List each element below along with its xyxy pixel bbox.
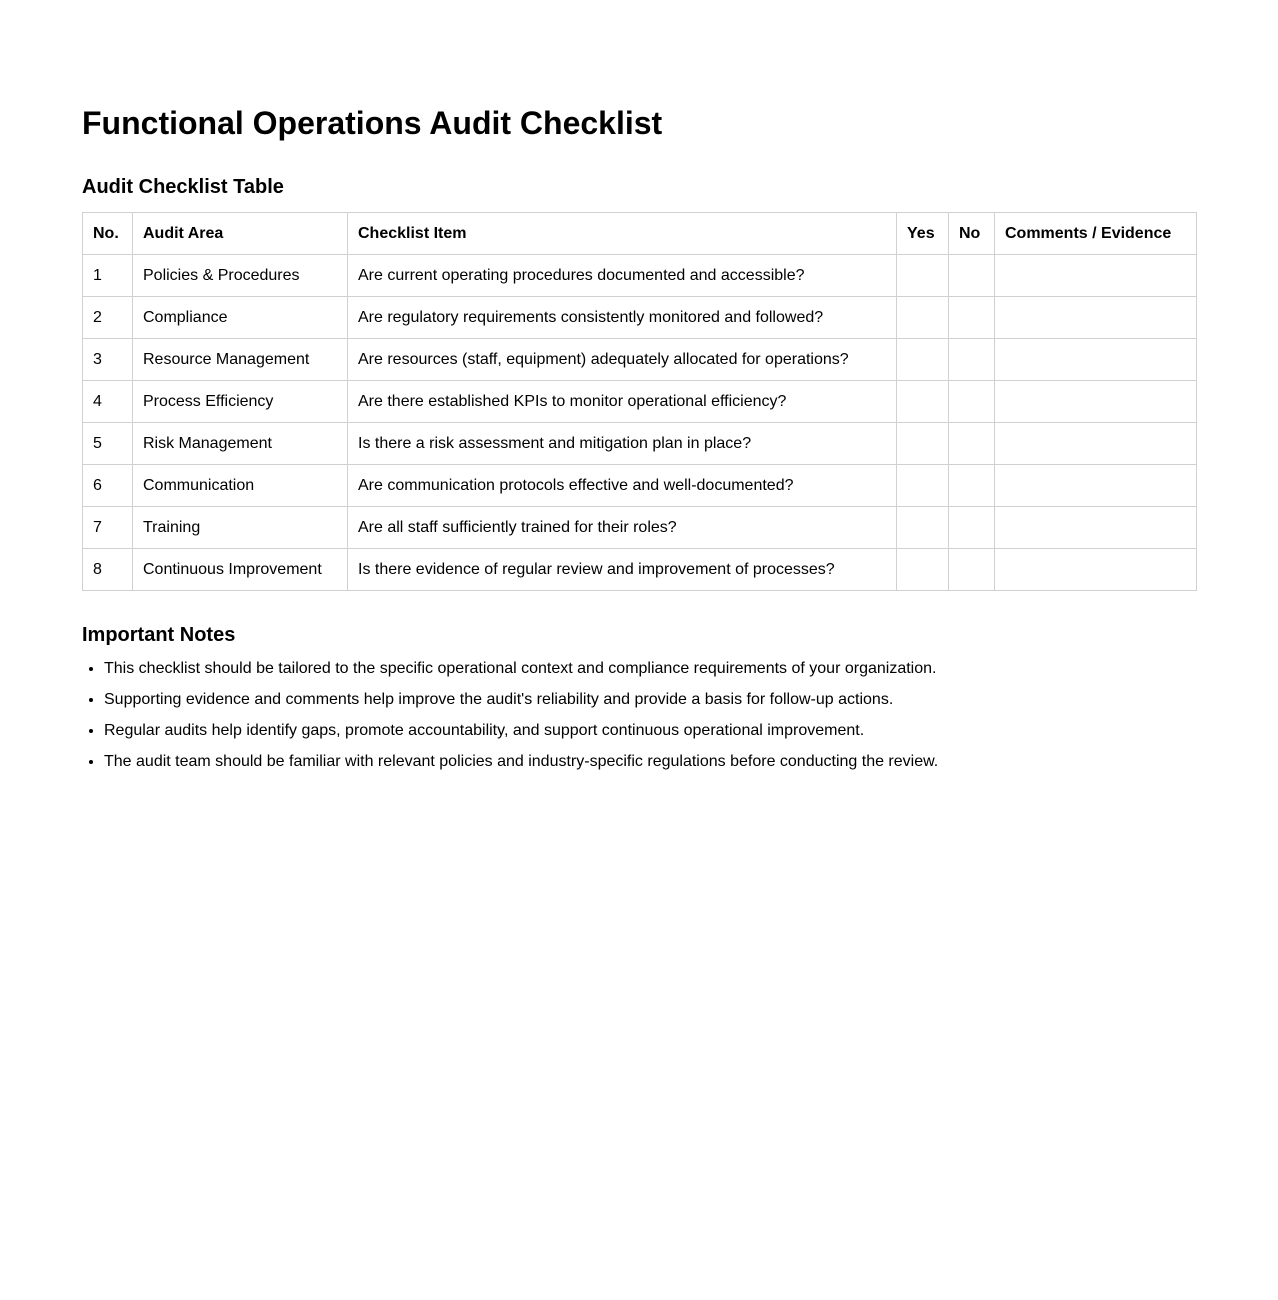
- cell-checklist-item: Are regulatory requirements consistently monitored and followed?: [348, 297, 897, 339]
- cell-audit-area: Compliance: [133, 297, 348, 339]
- cell-comments[interactable]: [995, 423, 1197, 465]
- note-item: • This checklist should be tailored to the specific operational context and compliance requirements of your organization.: [104, 659, 1196, 678]
- cell-yes[interactable]: [897, 255, 949, 297]
- cell-no-answer[interactable]: [949, 549, 995, 591]
- header-no: No.: [83, 213, 133, 255]
- table-header-row: [83, 213, 1197, 255]
- cell-no-answer[interactable]: [949, 423, 995, 465]
- table-heading: Audit Checklist Table: [82, 176, 284, 198]
- cell-comments[interactable]: [995, 381, 1197, 423]
- table-row: [83, 381, 1197, 423]
- table-row: [83, 255, 1197, 297]
- table-row: [83, 507, 1197, 549]
- cell-no-answer[interactable]: [949, 381, 995, 423]
- cell-checklist-item: Is there evidence of regular review and improvement of processes?: [348, 549, 897, 591]
- cell-comments[interactable]: [995, 255, 1197, 297]
- cell-audit-area: Policies & Procedures: [133, 255, 348, 297]
- cell-audit-area: Process Efficiency: [133, 381, 348, 423]
- header-no-answer: No: [949, 213, 995, 255]
- cell-comments[interactable]: [995, 465, 1197, 507]
- page-title: Functional Operations Audit Checklist: [82, 105, 663, 141]
- cell-yes[interactable]: [897, 297, 949, 339]
- header-audit-area: Audit Area: [133, 213, 348, 255]
- note-item: • Regular audits help identify gaps, promote accountability, and support continuous operational improvement.: [104, 721, 1196, 740]
- notes-heading: Important Notes: [82, 624, 236, 646]
- cell-no-answer[interactable]: [949, 465, 995, 507]
- header-checklist-item: Checklist Item: [348, 213, 897, 255]
- cell-yes[interactable]: [897, 549, 949, 591]
- cell-no-answer[interactable]: [949, 297, 995, 339]
- note-item: • The audit team should be familiar with relevant policies and industry-specific regulations before conducting the review.: [104, 752, 1196, 771]
- cell-no: 6: [83, 465, 133, 507]
- cell-checklist-item: Are current operating procedures documented and accessible?: [348, 255, 897, 297]
- table-row: [83, 549, 1197, 591]
- table-row: [83, 423, 1197, 465]
- notes-list: [82, 659, 1196, 771]
- cell-checklist-item: Are communication protocols effective and well-documented?: [348, 465, 897, 507]
- cell-yes[interactable]: [897, 381, 949, 423]
- table-row: [83, 465, 1197, 507]
- cell-no: 1: [83, 255, 133, 297]
- cell-no: 4: [83, 381, 133, 423]
- cell-yes[interactable]: [897, 339, 949, 381]
- header-comments-evidence: Comments / Evidence: [995, 213, 1197, 255]
- cell-comments[interactable]: [995, 339, 1197, 381]
- header-yes: Yes: [897, 213, 949, 255]
- cell-audit-area: Resource Management: [133, 339, 348, 381]
- cell-no-answer[interactable]: [949, 507, 995, 549]
- table-row: [83, 297, 1197, 339]
- cell-yes[interactable]: [897, 507, 949, 549]
- cell-no: 5: [83, 423, 133, 465]
- cell-checklist-item: Are all staff sufficiently trained for their roles?: [348, 507, 897, 549]
- cell-no-answer[interactable]: [949, 255, 995, 297]
- cell-yes[interactable]: [897, 465, 949, 507]
- cell-audit-area: Risk Management: [133, 423, 348, 465]
- cell-comments[interactable]: [995, 507, 1197, 549]
- cell-no: 8: [83, 549, 133, 591]
- cell-checklist-item: Is there a risk assessment and mitigation plan in place?: [348, 423, 897, 465]
- note-item: • Supporting evidence and comments help improve the audit's reliability and provide a basis for follow-up actions.: [104, 690, 1196, 709]
- cell-yes[interactable]: [897, 423, 949, 465]
- cell-audit-area: Training: [133, 507, 348, 549]
- cell-comments[interactable]: [995, 549, 1197, 591]
- cell-checklist-item: Are resources (staff, equipment) adequately allocated for operations?: [348, 339, 897, 381]
- cell-audit-area: Communication: [133, 465, 348, 507]
- cell-audit-area: Continuous Improvement: [133, 549, 348, 591]
- table-row: [83, 339, 1197, 381]
- audit-checklist-table: [82, 212, 1197, 591]
- cell-no: 7: [83, 507, 133, 549]
- cell-no: 2: [83, 297, 133, 339]
- cell-no-answer[interactable]: [949, 339, 995, 381]
- cell-comments[interactable]: [995, 297, 1197, 339]
- cell-checklist-item: Are there established KPIs to monitor operational efficiency?: [348, 381, 897, 423]
- cell-no: 3: [83, 339, 133, 381]
